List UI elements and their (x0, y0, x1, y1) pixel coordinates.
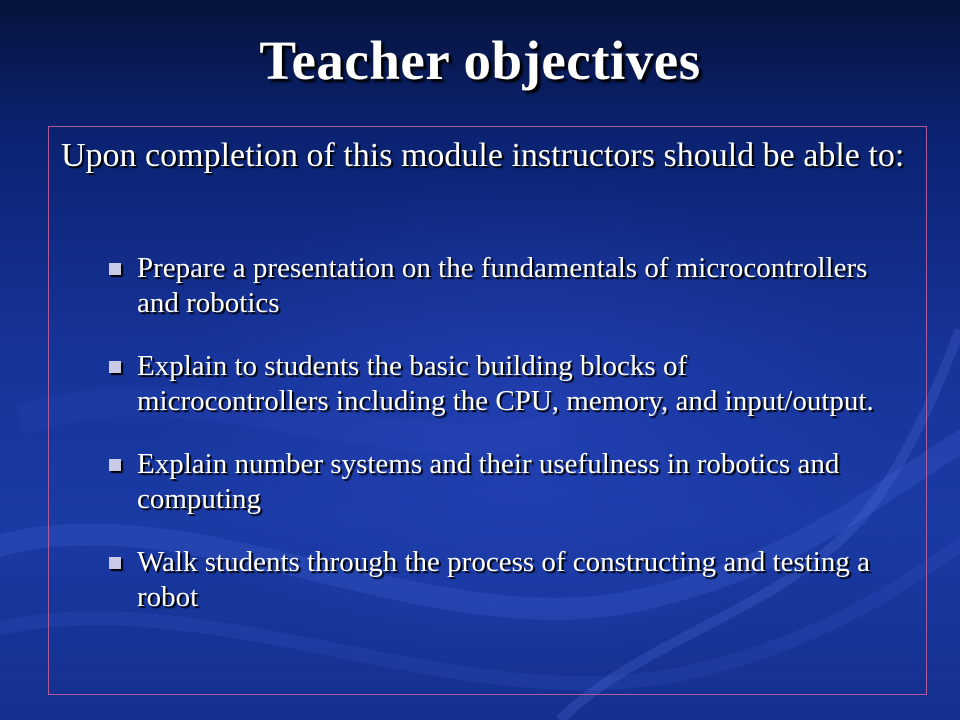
square-bullet-icon (109, 263, 121, 275)
list-item (107, 349, 877, 419)
intro-text: Upon completion of this module instructors should be able to: (61, 137, 905, 174)
slide-title: Teacher objectives (259, 30, 701, 91)
content-box (48, 126, 927, 695)
bullet-text: Explain number systems and their usefulness in robotics and computing (137, 448, 840, 515)
square-bullet-icon (109, 459, 121, 471)
list-item (107, 251, 877, 321)
bullet-text: Prepare a presentation on the fundamentals of microcontrollers and robotics (137, 252, 868, 319)
objectives-list (107, 251, 877, 643)
bullet-text: Explain to students the basic building blocks of microcontrollers including the CPU, memory, and input/output. (137, 350, 874, 417)
square-bullet-icon (109, 557, 121, 569)
bullet-text: Walk students through the process of constructing and testing a robot (137, 546, 870, 613)
list-item (107, 447, 877, 517)
square-bullet-icon (109, 361, 121, 373)
list-item (107, 545, 877, 615)
